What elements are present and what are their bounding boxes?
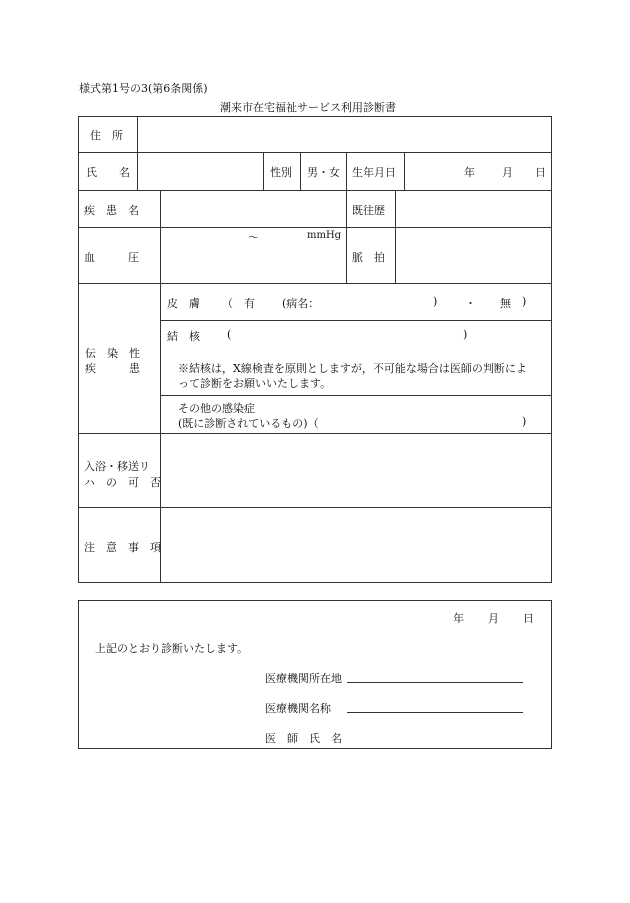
column-divider — [300, 152, 301, 190]
bp-unit: mmHg — [307, 230, 342, 241]
cert-statement: 上記のとおり診断いたします。 — [95, 642, 249, 655]
cert-year-label: 年 — [453, 612, 464, 625]
disease-field[interactable] — [165, 194, 343, 224]
tb-label: 結 核 — [167, 330, 200, 343]
skin-close-paren: ) — [433, 295, 438, 308]
bath-label-line2: ハ の 可 否 — [84, 476, 161, 489]
other-infection-label: その他の感染症 — [178, 402, 255, 415]
form-number: 様式第1号の3(第6条関係) — [79, 82, 208, 95]
row-divider — [160, 395, 552, 396]
bath-field[interactable] — [165, 437, 548, 503]
other-infection-close-paren: ) — [522, 415, 527, 428]
history-label: 既往歴 — [352, 204, 385, 217]
row-divider — [78, 507, 552, 508]
row-divider — [160, 320, 552, 321]
bath-label-line1: 入浴・移送リ — [84, 460, 150, 473]
column-divider — [404, 152, 405, 190]
row-divider — [78, 190, 552, 191]
row-divider — [78, 227, 552, 228]
name-field[interactable] — [142, 156, 260, 186]
sex-label: 性別 — [270, 166, 292, 179]
column-divider — [160, 190, 161, 583]
institution-name-label: 医療機関名称 — [265, 702, 331, 715]
column-divider — [346, 152, 347, 283]
bp-tilde: 〜 — [248, 231, 259, 244]
institution-name-field[interactable] — [347, 712, 523, 713]
birth-year-label: 年 — [464, 166, 475, 179]
column-divider — [137, 116, 138, 190]
skin-disease-name-label: (病名： — [282, 297, 320, 310]
doctor-name-label: 医 師 氏 名 — [265, 732, 342, 745]
birthdate-label: 生年月日 — [352, 166, 396, 179]
skin-end-paren: ) — [522, 295, 527, 308]
other-infection-sublabel: (既に診断されているもの)（ — [178, 417, 319, 430]
column-divider — [395, 190, 396, 283]
other-infection-field[interactable] — [330, 413, 515, 429]
row-divider — [78, 283, 552, 284]
skin-yes-option[interactable]: （ 有 — [222, 297, 255, 310]
institution-address-label: 医療機関所在地 — [265, 672, 342, 685]
history-field[interactable] — [400, 194, 548, 224]
infectious-label-line1: 伝 染 性 — [85, 347, 140, 360]
birth-month-label: 月 — [502, 166, 513, 179]
tb-note-line2: って診断をお願いいたします。 — [178, 377, 332, 390]
blood-pressure-label: 血 圧 — [84, 251, 139, 264]
sex-choice[interactable]: 男・女 — [307, 166, 340, 179]
page-title: 潮来市在宅福祉サービス利用診断書 — [220, 101, 396, 114]
address-field[interactable] — [142, 120, 548, 148]
skin-label: 皮 膚 — [167, 297, 200, 310]
cert-month-label: 月 — [488, 612, 499, 625]
pulse-label: 脈 拍 — [352, 251, 385, 264]
skin-no-option[interactable]: 無 — [500, 297, 511, 310]
institution-address-field[interactable] — [347, 682, 523, 683]
pulse-field[interactable] — [400, 231, 548, 279]
tb-close-paren: ) — [463, 328, 468, 341]
tb-field[interactable] — [240, 324, 460, 344]
birth-day-label: 日 — [535, 166, 546, 179]
notes-field[interactable] — [165, 511, 548, 579]
name-label: 氏 名 — [86, 166, 130, 179]
notes-label: 注 意 事 項 — [84, 541, 161, 554]
row-divider — [78, 152, 552, 153]
column-divider — [263, 152, 264, 190]
infectious-label-line2: 疾 患 — [85, 362, 140, 375]
tb-open-paren: ( — [227, 328, 232, 341]
disease-label: 疾 患 名 — [84, 204, 139, 217]
cert-day-label: 日 — [523, 612, 534, 625]
address-label: 住 所 — [90, 129, 123, 142]
skin-separator: ・ — [465, 297, 476, 310]
row-divider — [78, 433, 552, 434]
tb-note-line1: ※結核は，X線検査を原則としますが，不可能な場合は医師の判断によ — [178, 362, 527, 375]
